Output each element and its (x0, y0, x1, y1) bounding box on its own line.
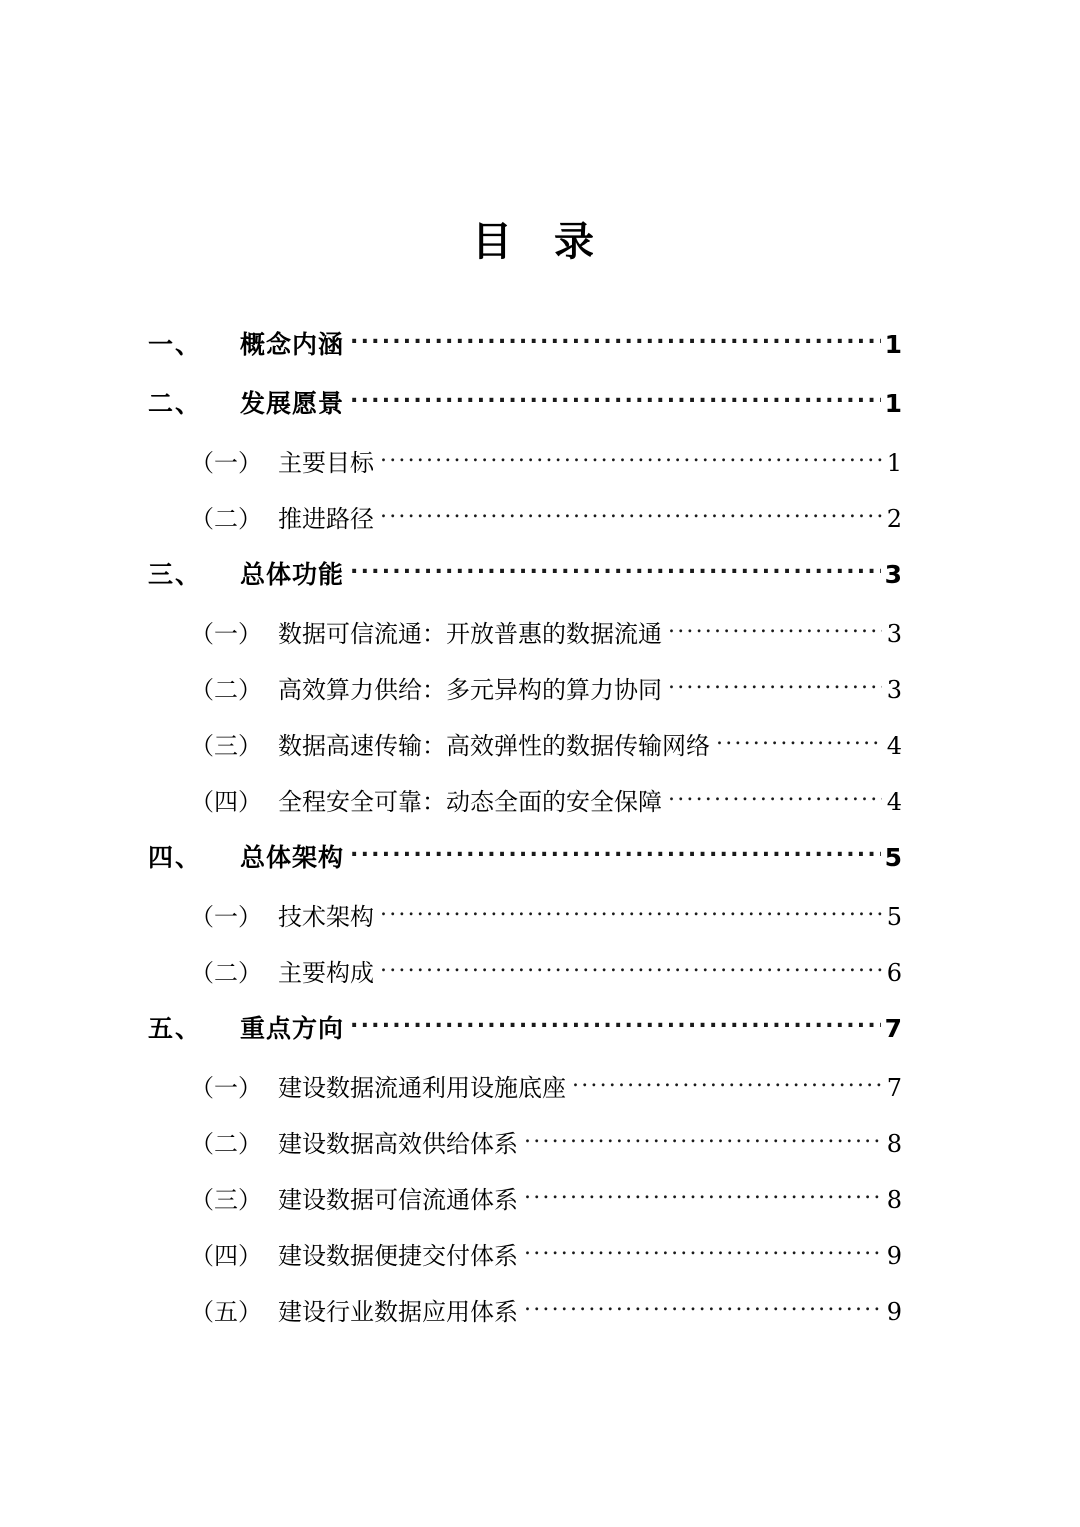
toc-entry-number: （二） (190, 959, 262, 987)
toc-entry-label: 总体架构 (240, 843, 345, 872)
toc-leader-dots (524, 1296, 882, 1320)
toc-entry-page-number: 8 (886, 1130, 902, 1158)
toc-entry[interactable] (0, 443, 1080, 499)
toc-entry-number: （四） (190, 1242, 262, 1270)
toc-leader-dots (350, 841, 881, 866)
toc-entry-label: 建设数据可信流通体系 (278, 1186, 518, 1214)
toc-entry[interactable] (0, 782, 1080, 838)
toc-entry-page-number: 3 (886, 676, 902, 704)
toc-leader-dots (380, 447, 882, 471)
toc-entry[interactable] (0, 325, 1080, 384)
toc-entry-page-number: 1 (884, 330, 902, 359)
toc-entry-label: 推进路径 (278, 505, 374, 533)
toc-entry-number: （一） (190, 620, 262, 648)
toc-entry[interactable] (0, 838, 1080, 897)
toc-entry-page-number: 1 (884, 389, 902, 418)
toc-entry-page-number: 3 (886, 620, 902, 648)
toc-entry-label: 技术架构 (278, 903, 374, 931)
toc-entry-page-number: 8 (886, 1186, 902, 1214)
toc-entry[interactable] (0, 1068, 1080, 1124)
toc-entry-page-number: 4 (886, 732, 902, 760)
table-of-contents (0, 325, 1080, 1348)
toc-leader-dots (380, 901, 882, 925)
toc-entry[interactable] (0, 1292, 1080, 1348)
toc-entry-page-number: 9 (886, 1242, 902, 1270)
toc-entry-page-number: 3 (884, 560, 902, 589)
toc-entry-number: （四） (190, 788, 262, 816)
toc-entry-page-number: 1 (886, 449, 902, 477)
toc-entry-label: 高效算力供给：多元异构的算力协同 (278, 676, 662, 704)
toc-entry-page-number: 9 (886, 1298, 902, 1326)
toc-entry[interactable] (0, 499, 1080, 555)
toc-entry[interactable] (0, 726, 1080, 782)
toc-entry-number: （一） (190, 449, 262, 477)
toc-entry-number: 一、 (148, 330, 203, 359)
toc-entry-label: 建设数据高效供给体系 (278, 1130, 518, 1158)
toc-leader-dots (572, 1072, 882, 1096)
toc-leader-dots (350, 387, 881, 412)
toc-entry-number: 二、 (148, 389, 203, 418)
toc-entry[interactable] (0, 384, 1080, 443)
toc-entry-label: 建设数据便捷交付体系 (278, 1242, 518, 1270)
toc-entry-number: 五、 (148, 1014, 203, 1043)
toc-entry-label: 建设行业数据应用体系 (278, 1298, 518, 1326)
toc-entry-label: 数据可信流通：开放普惠的数据流通 (278, 620, 662, 648)
toc-leader-dots (380, 503, 882, 527)
toc-leader-dots (380, 957, 882, 981)
page-title: 目 录 (472, 219, 608, 265)
toc-entry-label: 主要构成 (278, 959, 374, 987)
toc-entry-label: 重点方向 (240, 1014, 345, 1043)
toc-leader-dots (668, 786, 882, 810)
toc-leader-dots (524, 1128, 882, 1152)
toc-leader-dots (350, 328, 881, 353)
toc-entry-page-number: 5 (886, 903, 902, 931)
toc-entry[interactable] (0, 1009, 1080, 1068)
toc-entry-page-number: 6 (886, 959, 902, 987)
toc-leader-dots (524, 1184, 882, 1208)
toc-leader-dots (524, 1240, 882, 1264)
toc-entry-label: 全程安全可靠：动态全面的安全保障 (278, 788, 662, 816)
toc-entry-page-number: 5 (884, 843, 902, 872)
toc-entry-number: （三） (190, 732, 262, 760)
toc-entry-number: （二） (190, 505, 262, 533)
toc-entry-number: （二） (190, 676, 262, 704)
toc-entry-number: 四、 (148, 843, 203, 872)
toc-entry-page-number: 7 (884, 1014, 902, 1043)
toc-leader-dots (668, 674, 882, 698)
toc-entry-label: 发展愿景 (240, 389, 345, 418)
toc-entry[interactable] (0, 1236, 1080, 1292)
toc-entry-page-number: 2 (886, 505, 902, 533)
toc-leader-dots (668, 618, 882, 642)
toc-entry-label: 概念内涵 (240, 330, 345, 359)
toc-entry-label: 建设数据流通利用设施底座 (278, 1074, 566, 1102)
toc-entry-label: 数据高速传输：高效弹性的数据传输网络 (278, 732, 710, 760)
toc-entry[interactable] (0, 555, 1080, 614)
toc-leader-dots (350, 1012, 881, 1037)
toc-leader-dots (716, 730, 882, 754)
toc-entry[interactable] (0, 897, 1080, 953)
toc-entry[interactable] (0, 953, 1080, 1009)
toc-entry[interactable] (0, 1180, 1080, 1236)
toc-entry-number: （一） (190, 903, 262, 931)
toc-entry-number: （二） (190, 1130, 262, 1158)
toc-entry-number: （一） (190, 1074, 262, 1102)
toc-entry-number: （五） (190, 1298, 262, 1326)
toc-entry-page-number: 4 (886, 788, 902, 816)
toc-entry[interactable] (0, 670, 1080, 726)
toc-entry-label: 总体功能 (240, 560, 345, 589)
toc-entry-page-number: 7 (886, 1074, 902, 1102)
toc-leader-dots (350, 558, 881, 583)
toc-entry[interactable] (0, 1124, 1080, 1180)
toc-entry-label: 主要目标 (278, 449, 374, 477)
toc-entry-number: 三、 (148, 560, 203, 589)
toc-entry-number: （三） (190, 1186, 262, 1214)
toc-entry[interactable] (0, 614, 1080, 670)
